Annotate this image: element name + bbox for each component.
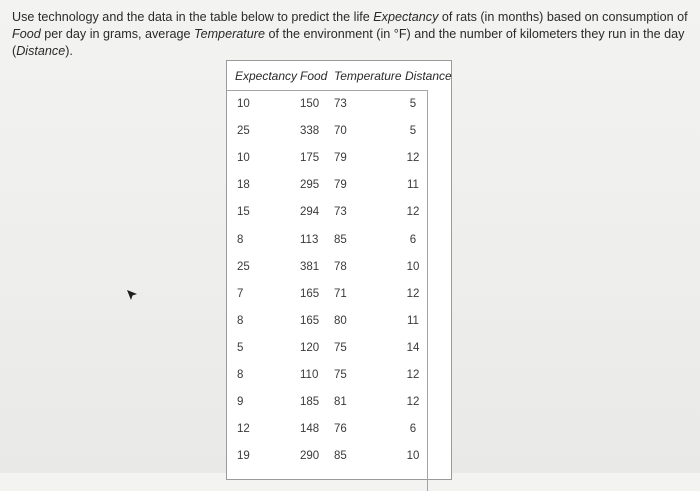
table-row [227, 119, 453, 146]
cell-food: 290 [300, 450, 320, 463]
table-row [227, 146, 453, 173]
prompt-text: ). [65, 44, 73, 58]
table-row [227, 92, 453, 119]
table-row [227, 417, 453, 444]
cell-temperature: 75 [334, 341, 347, 354]
prompt-expectancy: Expectancy [373, 10, 439, 24]
cell-temperature: 75 [334, 369, 347, 381]
table-row [227, 336, 453, 363]
cell-expectancy: 7 [237, 287, 244, 300]
cell-temperature: 79 [334, 179, 347, 192]
cell-expectancy: 25 [237, 125, 250, 138]
cell-food: 185 [300, 396, 320, 409]
cell-food: 295 [300, 179, 320, 192]
cell-distance: 5 [409, 125, 417, 138]
cell-food: 120 [300, 341, 320, 354]
cell-food: 175 [300, 152, 320, 165]
cell-temperature: 85 [334, 450, 347, 463]
cell-distance: 10 [406, 260, 420, 273]
cell-temperature: 73 [334, 98, 347, 110]
cell-expectancy: 8 [237, 369, 244, 381]
question-prompt [12, 9, 688, 60]
cell-temperature: 70 [334, 125, 347, 138]
cell-expectancy: 10 [237, 98, 250, 110]
cell-temperature: 73 [334, 206, 347, 219]
cell-expectancy: 10 [237, 152, 250, 165]
table-row [227, 309, 453, 336]
cell-expectancy: 15 [237, 206, 250, 219]
cell-temperature: 81 [334, 396, 347, 409]
cell-distance: 6 [409, 233, 417, 246]
cell-distance: 5 [409, 98, 417, 110]
header-distance: Distance [405, 69, 452, 83]
cell-distance: 10 [406, 450, 420, 463]
table-row [227, 228, 453, 255]
cell-food: 150 [300, 98, 320, 110]
cell-distance: 14 [406, 341, 420, 354]
cell-expectancy: 8 [237, 233, 244, 246]
cell-expectancy: 18 [237, 179, 250, 192]
cell-distance: 12 [406, 369, 420, 381]
prompt-food: Food [12, 27, 41, 41]
cell-food: 148 [300, 423, 320, 436]
prompt-temperature: Temperature [194, 27, 265, 41]
cell-expectancy: 12 [237, 423, 250, 436]
table-header [227, 61, 451, 92]
table-row [227, 255, 453, 282]
prompt-text: Use technology and the data in the table below to predict the life [12, 10, 374, 24]
cell-expectancy: 9 [237, 396, 244, 409]
table-row [227, 444, 453, 471]
cell-distance: 12 [406, 206, 420, 219]
header-temperature: Temperature [334, 69, 402, 83]
cell-food: 113 [300, 233, 319, 246]
cell-distance: 11 [407, 314, 419, 327]
table-row [227, 200, 453, 227]
cell-expectancy: 8 [237, 314, 244, 327]
header-expectancy: Expectancy [235, 69, 298, 83]
cell-temperature: 76 [334, 423, 347, 436]
prompt-text: of the environment (in °F) and the number of kilometers they run in the day ( [12, 27, 685, 58]
cell-temperature: 85 [334, 233, 347, 246]
table-row [227, 363, 453, 390]
cell-food: 381 [300, 260, 320, 273]
cell-temperature: 79 [334, 152, 347, 165]
table-row [227, 390, 453, 417]
table-row [227, 173, 453, 200]
cell-expectancy: 19 [237, 450, 250, 463]
cell-food: 338 [300, 125, 320, 138]
cell-food: 165 [300, 314, 320, 327]
cell-food: 294 [300, 206, 320, 219]
header-food: Food [300, 69, 328, 83]
table-row [227, 282, 453, 309]
cell-expectancy: 25 [237, 260, 250, 273]
mouse-cursor-icon [126, 289, 138, 301]
cell-temperature: 80 [334, 314, 347, 327]
cell-temperature: 71 [334, 287, 347, 300]
prompt-distance: Distance [16, 44, 66, 58]
cell-distance: 11 [407, 179, 419, 192]
cell-distance: 12 [406, 287, 420, 300]
cell-distance: 12 [406, 152, 420, 165]
data-table [226, 60, 452, 480]
cell-expectancy: 5 [237, 341, 244, 354]
prompt-text: of rats (in months) based on consumption of [438, 10, 688, 24]
prompt-text: per day in grams, average [40, 27, 195, 41]
cell-distance: 6 [409, 423, 417, 436]
cell-distance: 12 [406, 396, 420, 409]
cell-food: 110 [300, 369, 319, 381]
cell-temperature: 78 [334, 260, 347, 273]
cell-food: 165 [300, 287, 320, 300]
